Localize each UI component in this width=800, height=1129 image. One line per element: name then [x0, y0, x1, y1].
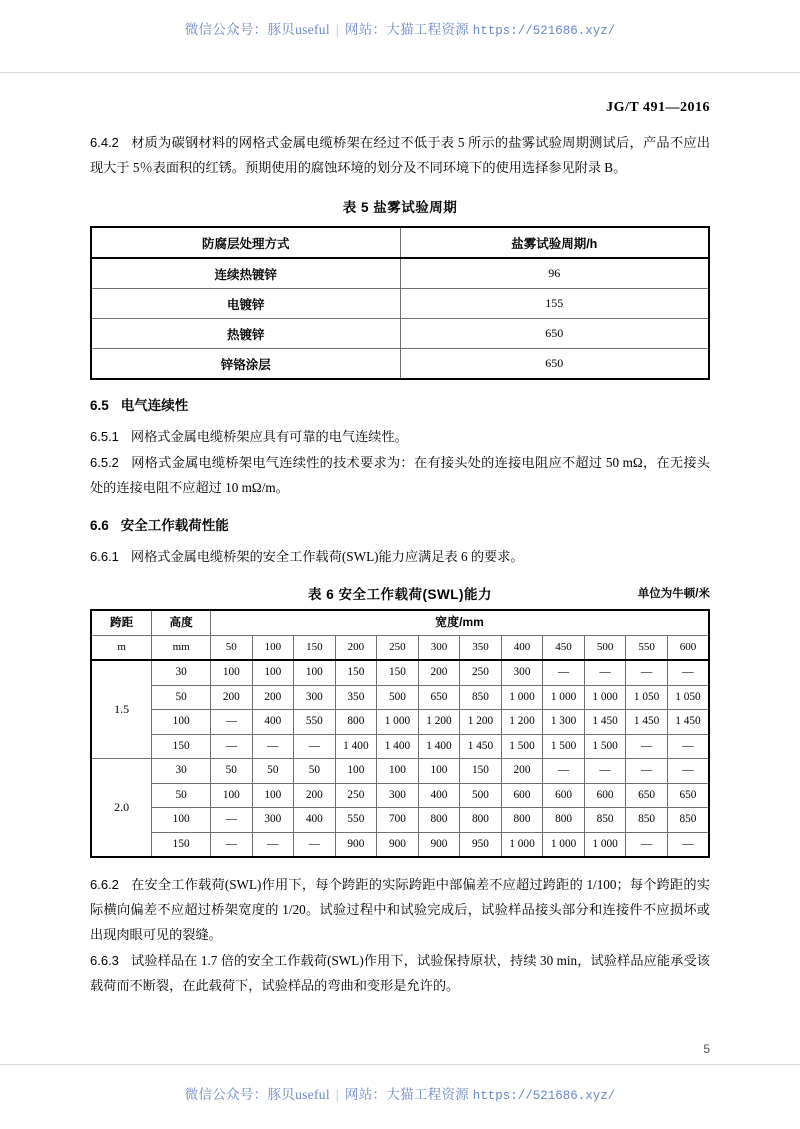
table6-value: 1 200 [418, 710, 460, 735]
table6-value: — [667, 832, 709, 857]
table6-value: 200 [211, 685, 253, 710]
table6-value: — [211, 710, 253, 735]
table6-value: 850 [667, 808, 709, 833]
table6-width-col-600: 600 [667, 635, 709, 660]
table6-value: 800 [418, 808, 460, 833]
table6-value: 1 400 [335, 734, 377, 759]
table6-value: — [294, 734, 336, 759]
paragraph-number: 6.6.1 [90, 549, 119, 564]
table-row [91, 783, 709, 808]
paragraph-6-4-2 [90, 130, 710, 180]
table6-width-col-500: 500 [584, 635, 626, 660]
table6-value: — [626, 759, 668, 784]
watermark-separator: | [335, 22, 339, 37]
table6-value: 800 [501, 808, 543, 833]
watermark-header [0, 18, 800, 38]
table6-value: 1 500 [543, 734, 585, 759]
heading-number: 6.5 [90, 398, 109, 413]
table5-cell-treatment: 连续热镀锌 [91, 258, 400, 289]
table6-width-col-550: 550 [626, 635, 668, 660]
table6-value: 1 400 [377, 734, 419, 759]
table-row [91, 808, 709, 833]
table6-value: — [211, 734, 253, 759]
table6-value: 300 [252, 808, 294, 833]
table6-value: 150 [377, 660, 419, 685]
table6-value: 900 [377, 832, 419, 857]
table5-cell-treatment: 电镀锌 [91, 289, 400, 319]
table6-height: 100 [152, 808, 211, 833]
table6-value: 150 [460, 759, 502, 784]
table6-header-span-unit: m [91, 635, 152, 660]
table-row [91, 685, 709, 710]
table6-width-col-150: 150 [294, 635, 336, 660]
table6-value: 800 [335, 710, 377, 735]
table6-height: 50 [152, 685, 211, 710]
paragraph-number: 6.4.2 [90, 135, 119, 150]
table6-value: 300 [501, 660, 543, 685]
heading-title: 安全工作载荷性能 [120, 518, 229, 533]
table6-value: 300 [294, 685, 336, 710]
table-row [91, 289, 709, 319]
table6-value: — [211, 808, 253, 833]
table6-value: 1 300 [543, 710, 585, 735]
table6-value: 800 [543, 808, 585, 833]
table6-value: 100 [335, 759, 377, 784]
table6-unit-note: 单位为牛顿/米 [637, 588, 710, 600]
watermark-footer [0, 1083, 800, 1103]
table6-value: — [252, 832, 294, 857]
table6-value: 1 450 [667, 710, 709, 735]
table6-value: 1 000 [543, 685, 585, 710]
table6-value: 250 [335, 783, 377, 808]
table6-value: 400 [294, 808, 336, 833]
paragraph-number: 6.6.2 [90, 877, 119, 892]
page-number: 5 [703, 1042, 710, 1056]
table6-value: 500 [377, 685, 419, 710]
watermark-site-label: 网站：大猫工程资源 [344, 1087, 470, 1102]
table5-header-row [91, 227, 709, 258]
table5-cell-hours: 155 [400, 289, 709, 319]
table-row [91, 660, 709, 685]
table6-value: — [294, 832, 336, 857]
table6-height: 150 [152, 734, 211, 759]
document-content [90, 130, 710, 999]
table6-value: 400 [418, 783, 460, 808]
table6-value: 500 [460, 783, 502, 808]
table6-value: — [584, 660, 626, 685]
table6-value: 1 050 [667, 685, 709, 710]
table6-value: 1 000 [501, 832, 543, 857]
table6-value: 100 [252, 783, 294, 808]
table6-value: 400 [252, 710, 294, 735]
table6-value: 100 [418, 759, 460, 784]
table6-width-col-400: 400 [501, 635, 543, 660]
table6-value: 550 [294, 710, 336, 735]
table6-value: — [667, 759, 709, 784]
table-row [91, 258, 709, 289]
table6-value: 900 [418, 832, 460, 857]
table6-span-group-1: 1.5 [91, 660, 152, 759]
table6-header-width-label: 宽度/mm [211, 610, 709, 635]
table6-value: 1 450 [626, 710, 668, 735]
table6-value: 100 [252, 660, 294, 685]
running-head-standard-number: JG/T 491—2016 [606, 100, 710, 115]
table-6-safe-working-load [90, 609, 710, 858]
table6-value: 650 [667, 783, 709, 808]
table6-height: 30 [152, 759, 211, 784]
table6-value: 850 [584, 808, 626, 833]
table6-height: 100 [152, 710, 211, 735]
table6-value: — [626, 832, 668, 857]
watermark-site-label: 网站：大猫工程资源 [344, 22, 470, 37]
table6-value: 350 [335, 685, 377, 710]
table6-value: — [584, 759, 626, 784]
table6-value: — [626, 734, 668, 759]
table-row [91, 759, 709, 784]
table-row [91, 710, 709, 735]
table5-cell-hours: 650 [400, 319, 709, 349]
table6-caption-row [90, 583, 710, 603]
table6-value: 1 500 [584, 734, 626, 759]
table6-value: 1 400 [418, 734, 460, 759]
paragraph-text: 网格式金属电缆桥架应具有可靠的电气连续性。 [130, 429, 408, 444]
table-5-salt-spray-cycles [90, 226, 710, 380]
table6-width-col-250: 250 [377, 635, 419, 660]
header-divider [0, 72, 800, 73]
table6-header-span-label: 跨距 [91, 610, 152, 635]
watermark-url: https://521686.xyz/ [472, 1089, 616, 1103]
table6-span-group-2: 2.0 [91, 759, 152, 858]
table5-header-hours: 盐雾试验周期/h [400, 227, 709, 258]
heading-6-6 [90, 514, 710, 538]
table5-cell-treatment: 锌铬涂层 [91, 349, 400, 380]
table6-value: 600 [584, 783, 626, 808]
paragraph-text: 材质为碳钢材料的网格式金属电缆桥架在经过不低于表 5 所示的盐雾试验周期测试后，产品不应出现大于 5％表面积的红锈。预期使用的腐蚀环境的划分及不同环境下的使用选择参见附录 B。 [90, 135, 710, 175]
watermark-wechat-label: 微信公众号：豚贝useful [184, 1087, 330, 1102]
table5-cell-treatment: 热镀锌 [91, 319, 400, 349]
table6-value: 1 200 [501, 710, 543, 735]
table6-value: 1 450 [584, 710, 626, 735]
table6-value: 1 000 [377, 710, 419, 735]
table6-value: 850 [460, 685, 502, 710]
table6-value: 550 [335, 808, 377, 833]
table-row [91, 349, 709, 380]
table6-width-col-200: 200 [335, 635, 377, 660]
table6-value: 1 000 [543, 832, 585, 857]
table6-value: 650 [626, 783, 668, 808]
table6-height: 30 [152, 660, 211, 685]
table6-value: 800 [460, 808, 502, 833]
paragraph-6-5-1 [90, 424, 710, 449]
table6-value: 200 [418, 660, 460, 685]
table5-cell-hours: 650 [400, 349, 709, 380]
table6-value: 600 [543, 783, 585, 808]
paragraph-number: 6.5.1 [90, 429, 119, 444]
paragraph-text: 网格式金属电缆桥架电气连续性的技术要求为：在有接头处的连接电阻应不超过 50 mΩ，在无接头处的连接电阻不应超过 10 mΩ/m。 [90, 455, 710, 495]
table6-height: 50 [152, 783, 211, 808]
table6-value: — [543, 759, 585, 784]
table6-value: — [667, 734, 709, 759]
table6-value: 100 [211, 660, 253, 685]
table5-cell-hours: 96 [400, 258, 709, 289]
table6-value: 950 [460, 832, 502, 857]
table6-value: 300 [377, 783, 419, 808]
paragraph-6-6-1 [90, 544, 710, 569]
table6-value: 1 200 [460, 710, 502, 735]
paragraph-text: 网格式金属电缆桥架的安全工作载荷(SWL)能力应满足表 6 的要求。 [130, 549, 524, 564]
table6-height: 150 [152, 832, 211, 857]
table6-width-col-450: 450 [543, 635, 585, 660]
watermark-url: https://521686.xyz/ [472, 24, 616, 38]
table6-value: 850 [626, 808, 668, 833]
table6-value: 600 [501, 783, 543, 808]
heading-title: 电气连续性 [120, 398, 189, 413]
table-row [91, 319, 709, 349]
table6-value: 50 [252, 759, 294, 784]
table6-value: 900 [335, 832, 377, 857]
table6-value: 1 000 [501, 685, 543, 710]
table-row [91, 734, 709, 759]
table6-value: — [667, 660, 709, 685]
paragraph-number: 6.5.2 [90, 455, 119, 470]
table6-value: 100 [294, 660, 336, 685]
table6-value: 200 [252, 685, 294, 710]
paragraph-6-6-3 [90, 948, 710, 998]
table6-value: 50 [294, 759, 336, 784]
table6-header-height-label: 高度 [152, 610, 211, 635]
table6-value: — [211, 832, 253, 857]
table6-value: 1 450 [460, 734, 502, 759]
paragraph-text: 试验样品在 1.7 倍的安全工作载荷(SWL)作用下，试验保持原状，持续 30 min，试验样品应能承受该载荷而不断裂，在此载荷下，试验样品的弯曲和变形是允许的。 [90, 953, 710, 993]
table6-value: 200 [294, 783, 336, 808]
table6-value: — [626, 660, 668, 685]
paragraph-6-6-2 [90, 872, 710, 947]
table6-header-row-2 [91, 635, 709, 660]
table6-value: — [543, 660, 585, 685]
table6-width-col-50: 50 [211, 635, 253, 660]
paragraph-number: 6.6.3 [90, 953, 119, 968]
heading-6-5 [90, 394, 710, 418]
table-row [91, 832, 709, 857]
table6-value: 700 [377, 808, 419, 833]
table6-value: 150 [335, 660, 377, 685]
table6-value: 200 [501, 759, 543, 784]
table6-value: 1 000 [584, 832, 626, 857]
watermark-wechat-label: 微信公众号：豚贝useful [184, 22, 330, 37]
table6-value: 1 000 [584, 685, 626, 710]
table6-value: 650 [418, 685, 460, 710]
table6-value: 100 [377, 759, 419, 784]
table6-value: 1 050 [626, 685, 668, 710]
table6-width-col-300: 300 [418, 635, 460, 660]
table6-header-row-1 [91, 610, 709, 635]
table6-value: 1 500 [501, 734, 543, 759]
footer-divider [0, 1064, 800, 1065]
table6-width-col-350: 350 [460, 635, 502, 660]
table5-caption: 表 5 盐雾试验周期 [342, 200, 458, 215]
table6-value: 250 [460, 660, 502, 685]
table6-value: — [252, 734, 294, 759]
table6-caption: 表 6 安全工作载荷(SWL)能力 [308, 587, 492, 602]
paragraph-text: 在安全工作载荷(SWL)作用下，每个跨距的实际跨距中部偏差不应超过跨距的 1/100；每个跨距的实际横向偏差不应超过桥架宽度的 1/20。试验过程中和试验完成后，试验样品接头部分和连接件不应损坏或出现肉眼可见的裂缝。 [90, 877, 710, 942]
table6-width-col-100: 100 [252, 635, 294, 660]
table6-value: 100 [211, 783, 253, 808]
watermark-separator: | [335, 1087, 339, 1102]
paragraph-6-5-2 [90, 450, 710, 500]
table6-header-height-unit: mm [152, 635, 211, 660]
table5-header-treatment: 防腐层处理方式 [91, 227, 400, 258]
table6-value: 50 [211, 759, 253, 784]
heading-number: 6.6 [90, 518, 109, 533]
